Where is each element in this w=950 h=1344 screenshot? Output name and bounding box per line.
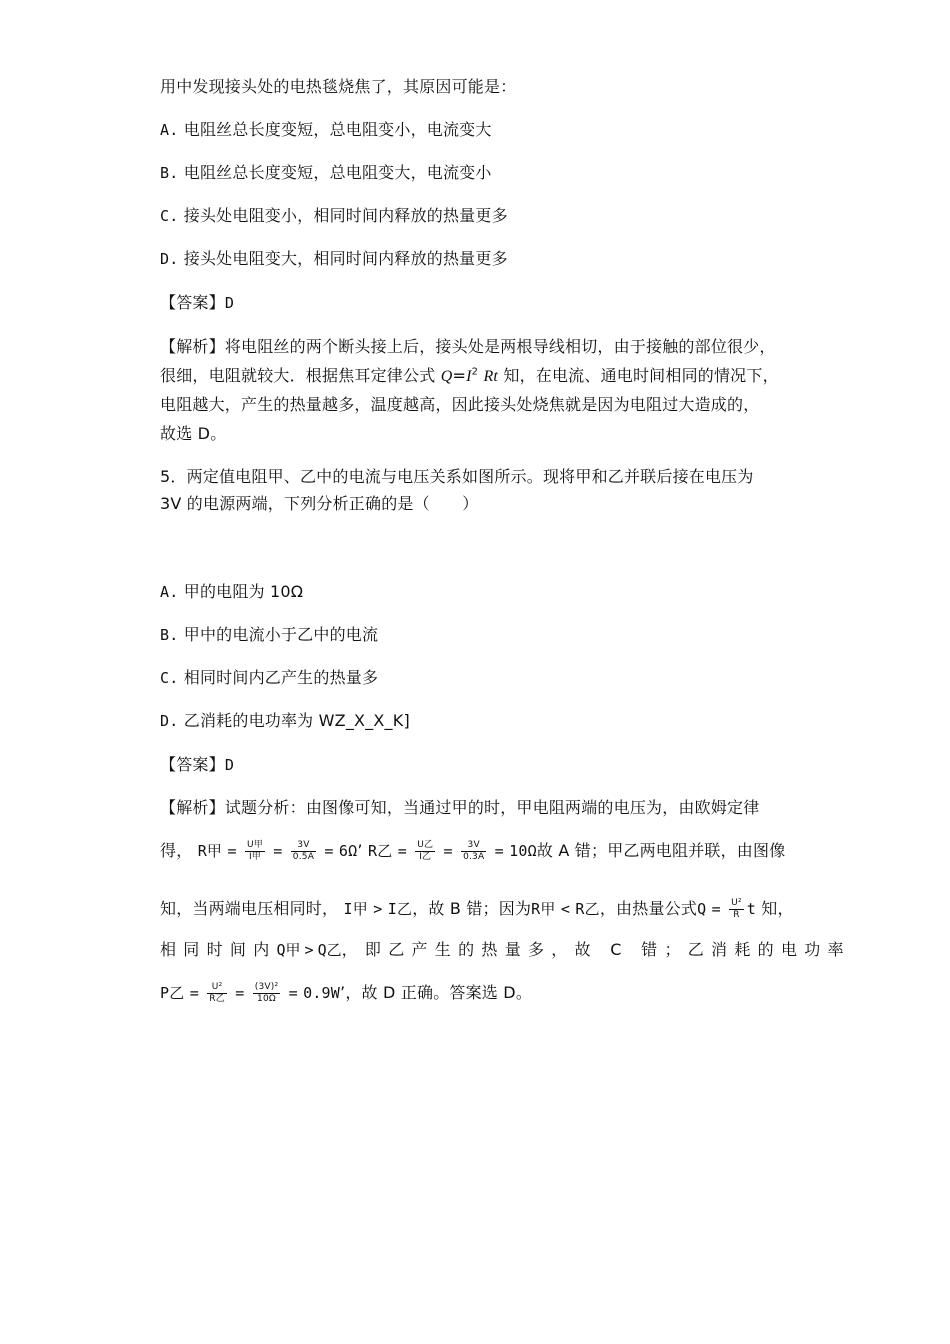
intro-text: 用中发现接头处的电热毯烧焦了，其原因可能是： [160, 77, 517, 96]
q4-option-c [160, 206, 508, 226]
eq-sign: = [235, 984, 245, 1002]
analysis-text: 相同时间内 [160, 940, 277, 959]
fraction-3v-over-03a [461, 840, 486, 863]
numerator: U² [207, 982, 227, 994]
p-yi: P乙 [160, 984, 185, 1002]
denominator: I乙 [419, 852, 432, 862]
analysis-text: ’，故 D 正确。答案选 D。 [340, 983, 533, 1002]
q5-analysis-line-1 [160, 798, 759, 818]
t-symbol: t [746, 900, 756, 918]
denominator: R [733, 910, 740, 920]
r-jia: R甲 [531, 900, 556, 918]
q-yi: Q乙 [317, 941, 342, 959]
analysis-text: 知，当两端电压相同时， [160, 899, 339, 918]
option-label: C. [160, 207, 179, 225]
analysis-tag: 【解析】 [160, 798, 225, 817]
q4-option-d [160, 249, 508, 269]
value-6-ohm: 6Ω [338, 842, 358, 860]
q4-option-a [160, 120, 492, 140]
q4-answer [160, 293, 234, 313]
analysis-text: 试题分析：由图像可知，当通过甲的时，甲电阻两端的电压为，由欧姆定律 [224, 798, 760, 817]
option-label: B. [160, 164, 179, 182]
value-10-ohm: 10Ω [509, 842, 537, 860]
option-text: 接头处电阻变大，相同时间内释放的热量更多 [183, 249, 508, 268]
formula-i: I [466, 368, 472, 385]
analysis-text: 将电阻丝的两个断头接上后，接头处是两根导线相切，由于接触的部位很少， [224, 337, 776, 356]
formula-q: Q [440, 368, 453, 385]
denominator: 0.3A [463, 852, 485, 862]
analysis-text: ，即乙产生的热量多，故 C 错；乙消耗的电功率 [341, 940, 851, 959]
q5-stem-line-2: 3V 的电源两端，下列分析正确的是（ ） [160, 494, 479, 513]
lt-sign: < [560, 900, 571, 918]
q5-option-a [160, 582, 303, 602]
fraction-u2-over-r [729, 898, 744, 921]
r-yi: R乙 [575, 900, 600, 918]
denominator: I甲 [248, 852, 261, 862]
q-jia: Q甲 [276, 941, 301, 959]
eq-sign: = [189, 984, 199, 1002]
r-jia: R甲 [197, 842, 223, 860]
analysis-text: 得， [160, 841, 193, 860]
i-jia: I甲 [343, 900, 368, 918]
value-09w: 0.9W [303, 984, 341, 1002]
option-text: 甲中的电流小于乙中的电流 [183, 625, 379, 644]
q4-analysis-line-4: 故选 D。 [160, 424, 227, 443]
option-text: 甲的电阻为 10Ω [183, 582, 304, 601]
analysis-text: 故 A 错；甲乙两电阻并联，由图像 [536, 841, 786, 860]
numerator: 3V [461, 840, 486, 852]
answer-tag: 【答案】 [160, 755, 225, 774]
q5-answer [160, 755, 234, 775]
option-label: C. [160, 669, 179, 687]
formula-exponent: 2 [471, 366, 479, 378]
numerator: U² [731, 898, 742, 908]
option-text: 相同时间内乙产生的热量多 [183, 668, 379, 687]
denominator: 0.5A [292, 852, 315, 862]
analysis-tag: 【解析】 [160, 337, 225, 356]
analysis-text: 很细，电阻就较大．根据焦耳定律公式 [160, 366, 441, 385]
numerator: U甲 [246, 840, 263, 850]
gt-sign: > [304, 941, 314, 959]
q5-analysis-line-3 [160, 892, 794, 926]
eq-sign: = [273, 842, 283, 860]
separator: ’ [357, 841, 363, 860]
denominator: R乙 [209, 994, 225, 1004]
q4-analysis-line-1 [160, 337, 776, 357]
q4-analysis-line-3: 电阻越大，产生的热量越多，温度越高，因此接头处烧焦就是因为电阻过大造成的， [160, 395, 760, 414]
eq-sign: = [288, 984, 298, 1002]
fraction-u2-over-r-yi [207, 982, 227, 1005]
formula-rt: Rt [483, 368, 499, 385]
option-label: D. [160, 250, 179, 268]
option-label: A. [160, 121, 179, 139]
eq-sign: = [443, 842, 453, 860]
q5-analysis-line-5 [160, 976, 532, 1010]
eq-sign: = [711, 900, 721, 918]
q5-option-c [160, 668, 378, 688]
q4-option-b [160, 163, 492, 183]
eq-sign: = [324, 842, 334, 860]
eq-sign: = [227, 842, 237, 860]
q5-option-d [160, 711, 410, 731]
numerator: U乙 [417, 840, 434, 850]
option-label: A. [160, 583, 179, 601]
analysis-text: 知，在电流、通电时间相同的情况下， [503, 366, 779, 385]
q5-analysis-line-2 [160, 834, 785, 868]
numerator: 3V [291, 840, 316, 852]
answer-tag: 【答案】 [160, 293, 225, 312]
formula-eq: = [452, 366, 467, 385]
analysis-text: ，由热量公式 [599, 899, 698, 918]
q5-stem-line-1: 5．两定值电阻甲、乙中的电流与电压关系如图所示。现将甲和乙并联后接在电压为 [160, 467, 754, 486]
analysis-text: 知， [761, 899, 794, 918]
option-text: 接头处电阻变小，相同时间内释放的热量更多 [183, 206, 508, 225]
q5-option-b [160, 625, 378, 645]
fraction-3v-squared-over-10-ohm [253, 982, 281, 1005]
option-text: 乙消耗的电功率为 WZ_X_X_K] [183, 711, 410, 730]
eq-sign: = [397, 842, 407, 860]
q4-analysis-line-2 [160, 366, 779, 387]
option-text: 电阻丝总长度变短，总电阻变大，电流变小 [183, 163, 492, 182]
i-yi: I乙 [387, 900, 413, 918]
analysis-text: ，故 B 错；因为 [412, 899, 532, 918]
fraction-u-over-i-jia [245, 840, 265, 863]
answer-value: D [224, 294, 235, 312]
q5-analysis-line-4 [160, 940, 851, 960]
eq-sign: = [494, 842, 504, 860]
option-label: B. [160, 626, 179, 644]
q-symbol: Q [697, 900, 707, 918]
r-yi: R乙 [367, 842, 393, 860]
answer-value: D [224, 756, 235, 774]
fraction-3v-over-05a [291, 840, 316, 863]
gt-sign: > [373, 900, 383, 918]
option-text: 电阻丝总长度变短，总电阻变小，电流变大 [183, 120, 492, 139]
option-label: D. [160, 712, 179, 730]
numerator: (3V)² [254, 982, 279, 992]
fraction-u-over-i-yi [415, 840, 435, 863]
denominator: 10Ω [257, 994, 276, 1004]
